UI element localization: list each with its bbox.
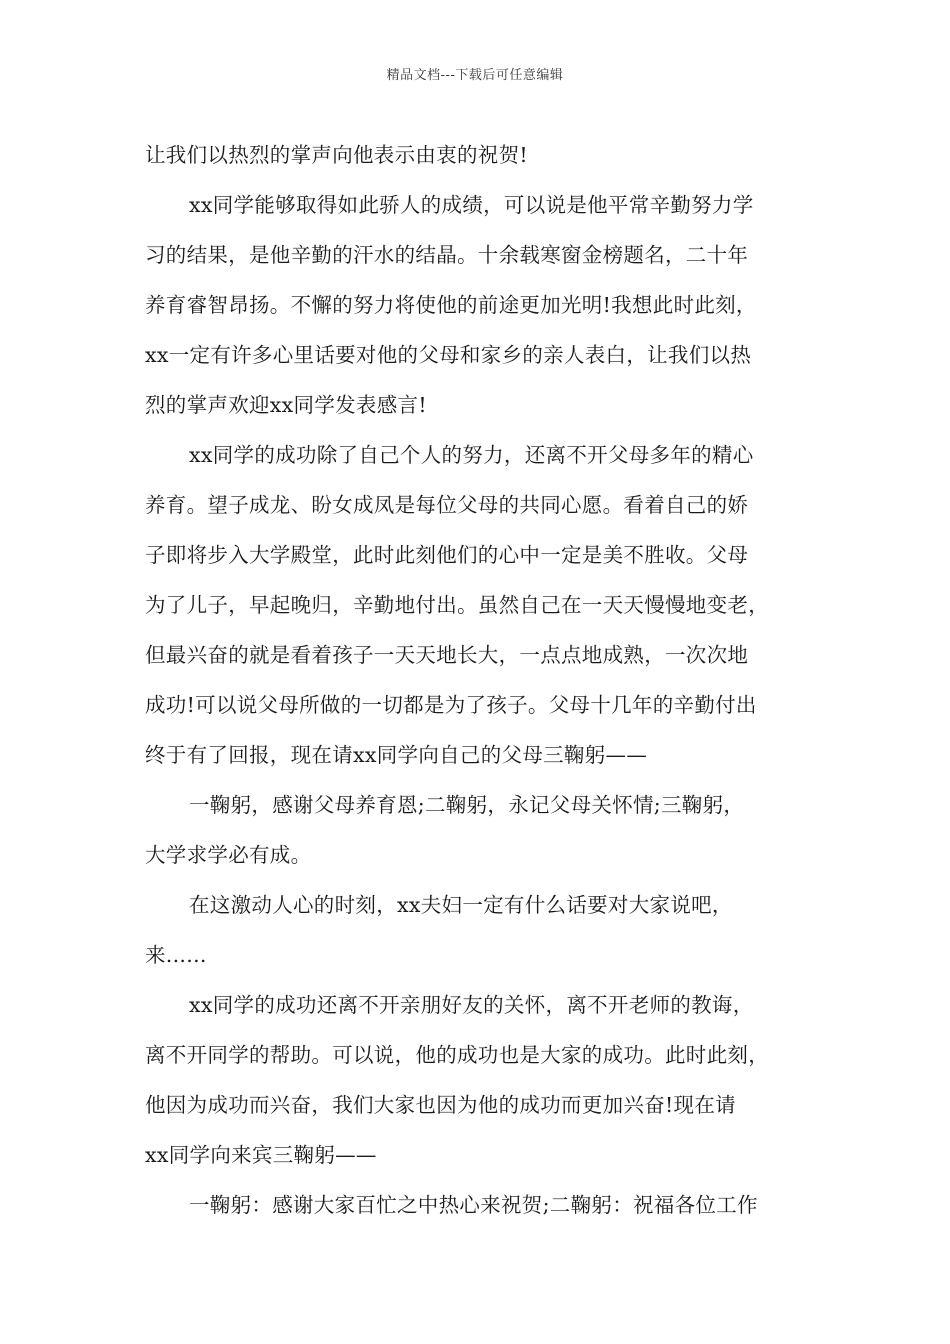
text-line: 一鞠躬：感谢大家百忙之中热心来祝贺;二鞠躬：祝福各位工作 bbox=[189, 1193, 758, 1217]
paragraph bbox=[145, 180, 825, 430]
text-line: 来...... bbox=[145, 943, 207, 967]
text-line: 终于有了回报，现在请xx同学向自己的父母三鞠躬—— bbox=[145, 743, 648, 767]
paragraph bbox=[145, 880, 825, 980]
text-line: xx同学能够取得如此骄人的成绩，可以说是他平常辛勤努力学 bbox=[189, 193, 754, 217]
paragraph bbox=[145, 780, 825, 880]
paragraph bbox=[145, 1180, 825, 1230]
text-line: 养育。望子成龙、盼女成凤是每位父母的共同心愿。看着自己的娇 bbox=[145, 493, 749, 517]
text-line: 习的结果，是他辛勤的汗水的结晶。十余载寒窗金榜题名，二十年 bbox=[145, 243, 749, 267]
text-line: 养育睿智昂扬。不懈的努力将使他的前途更加光明!我想此时此刻， bbox=[145, 293, 757, 317]
text-line: xx一定有许多心里话要对他的父母和家乡的亲人表白，让我们以热 bbox=[145, 343, 752, 367]
page-header: 精品文档---下载后可任意编辑 bbox=[386, 68, 564, 83]
paragraph bbox=[145, 980, 825, 1180]
text-line: 让我们以热烈的掌声向他表示由衷的祝贺! bbox=[145, 143, 528, 167]
text-line: 但最兴奋的就是看着孩子一天天地长大，一点点地成熟，一次次地 bbox=[145, 643, 749, 667]
text-line: xx同学的成功除了自己个人的努力，还离不开父母多年的精心 bbox=[189, 443, 754, 467]
text-line: 成功!可以说父母所做的一切都是为了孩子。父母十几年的辛勤付出 bbox=[145, 693, 757, 717]
text-line: 烈的掌声欢迎xx同学发表感言! bbox=[145, 393, 427, 417]
paragraph bbox=[145, 130, 825, 180]
text-line: 他因为成功而兴奋，我们大家也因为他的成功而更加兴奋!现在请 bbox=[145, 1093, 736, 1117]
text-line: 大学求学必有成。 bbox=[145, 843, 312, 867]
text-line: 子即将步入大学殿堂，此时此刻他们的心中一定是美不胜收。父母 bbox=[145, 543, 749, 567]
text-line: 为了儿子，早起晚归，辛勤地付出。虽然自己在一天天慢慢地变老， bbox=[145, 593, 769, 617]
document-body bbox=[145, 130, 825, 1230]
paragraph bbox=[145, 430, 825, 780]
text-line: xx同学向来宾三鞠躬—— bbox=[145, 1143, 377, 1167]
text-line: 离不开同学的帮助。可以说，他的成功也是大家的成功。此时此刻， bbox=[145, 1043, 769, 1067]
text-line: 在这激动人心的时刻，xx夫妇一定有什么话要对大家说吧， bbox=[189, 893, 733, 917]
text-line: xx同学的成功还离不开亲朋好友的关怀，离不开老师的教诲， bbox=[189, 993, 754, 1017]
text-line: 一鞠躬，感谢父母养育恩;二鞠躬，永记父母关怀情;三鞠躬， bbox=[189, 793, 745, 817]
